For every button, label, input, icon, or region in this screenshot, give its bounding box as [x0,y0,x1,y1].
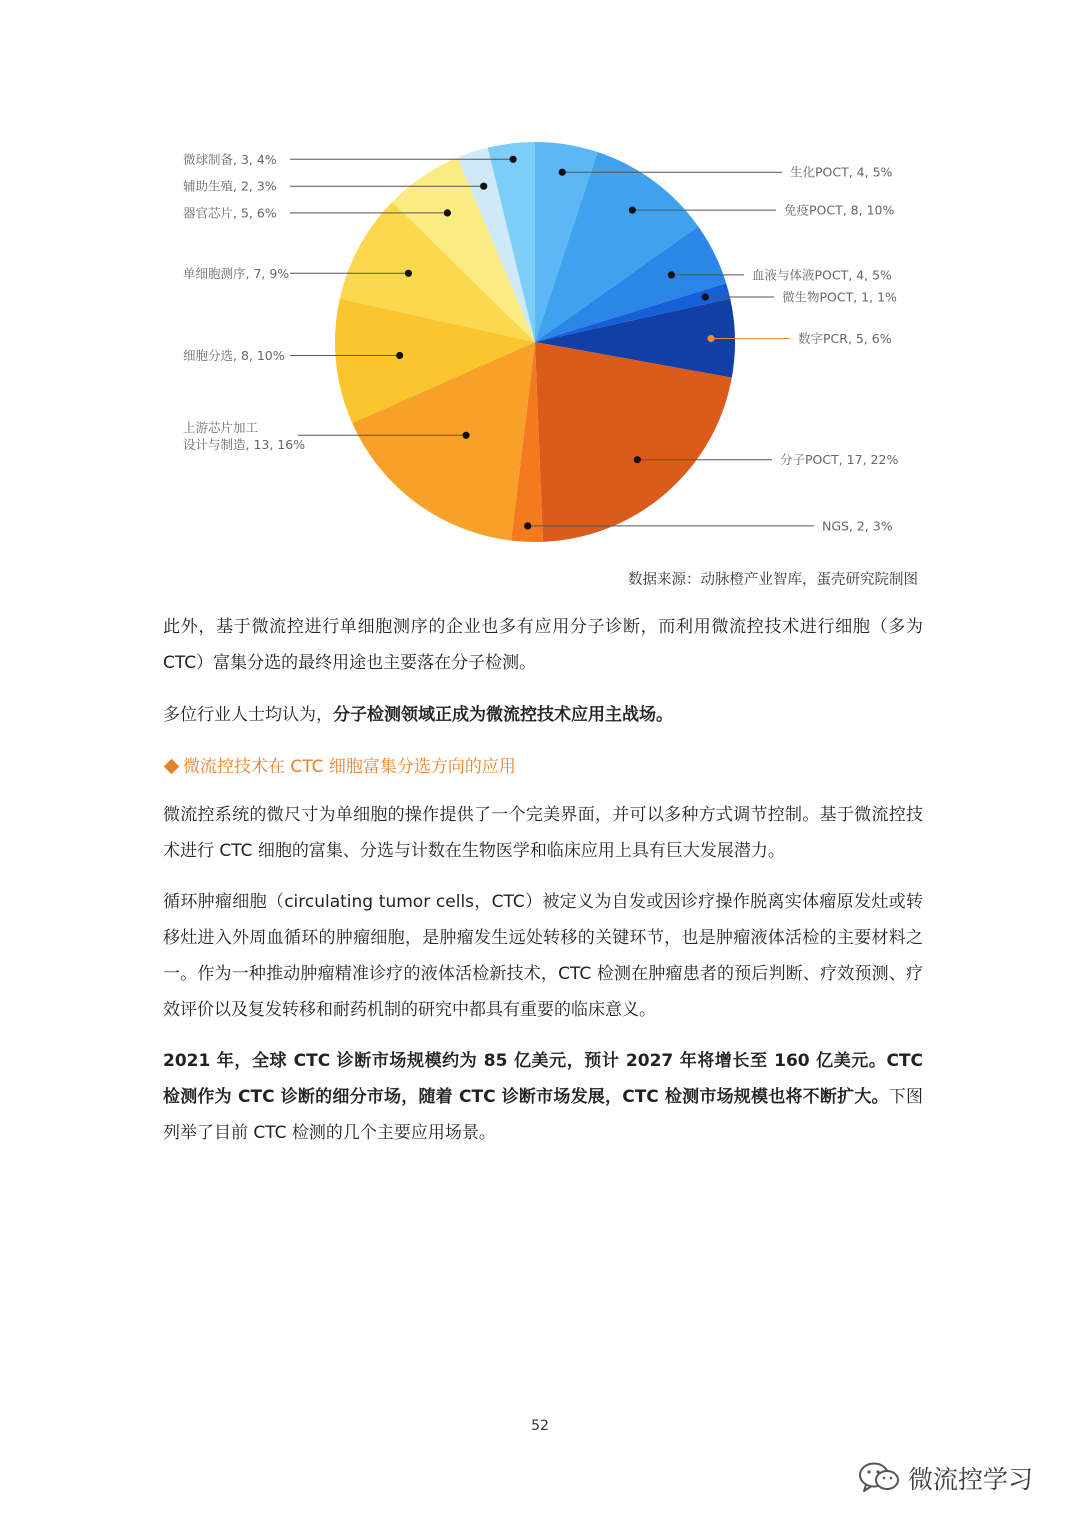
watermark [858,1458,1033,1498]
paragraph-4: 循环肿瘤细胞（circulating tumor cells，CTC）被定义为自发或因诊疗操作脱离实体瘤原发灶或转移灶进入外周血循环的肿瘤细胞，是肿瘤发生远处转移的关键环节，也是肿瘤液体活检的主要材料之一。作为一种推动肿瘤精准诊疗的液体活检新技术，CTC 检测在肿瘤患者的预后判断、疗效预测、疗效评价以及复发转移和耐药机制的研究中都具有重要的临床意义。 [163,892,923,1020]
pie-label-分子poct: 分子POCT, 17, 22% [780,452,899,468]
leader-dot-细胞分选 [396,352,403,359]
page-number: 52 [531,1418,549,1434]
pie-label-辅助生殖: 辅助生殖, 2, 3% [183,178,277,194]
leader-dot-血液与体液poct [668,271,675,278]
leader-dot-免疫poct [629,207,636,214]
pie-label-细胞分选: 细胞分选, 8, 10% [183,348,285,363]
pie-label-单细胞测序: 单细胞测序, 7, 9% [183,265,290,281]
paragraph-5-text: 下图列举了目前 CTC 检测的几个主要应用场景。 [163,1087,923,1143]
paragraph-2-text: 多位行业人士均认为， [163,705,333,725]
pie-label-微球制备: 微球制备, 3, 4% [183,151,277,167]
leader-dot-单细胞测序 [405,270,412,277]
paragraph-2-bold: 分子检测领域正成为微流控技术应用主战场。 [333,705,673,725]
leader-dot-辅助生殖 [480,183,487,190]
leader-dot-数字pcr [707,335,714,342]
paragraph-3: 微流控系统的微尺寸为单细胞的操作提供了一个完美界面，并可以多种方式调节控制。基于微流控技术进行 CTC 细胞的富集、分选与计数在生物医学和临床应用上具有巨大发展潜力。 [163,805,923,861]
leader-dot-微球制备 [509,156,516,163]
paragraph-5 [163,1043,923,1151]
leader-dot-上游芯片加工-设计与制造 [463,432,470,439]
pie-chart [0,0,1080,560]
data-source-note: 数据来源：动脉橙产业智库，蛋壳研究院制图 [628,572,918,588]
leader-dot-ngs [524,522,531,529]
paragraph-5-bold: 2021 年，全球 CTC 诊断市场规模约为 85 亿美元，预计 2027 年将增长至 160 亿美元。CTC 检测作为 CTC 诊断的细分市场，随着 CTC 诊断市场发展，CTC 检测市场规模也将不断扩大。 [163,1051,923,1107]
pie-label-微生物poct: 微生物POCT, 1, 1% [782,289,897,305]
pie-label-血液与体液poct: 血液与体液POCT, 4, 5% [752,267,892,283]
pie-label-上游芯片加工-设计与制造: 上游芯片加工设计与制造, 13, 16% [183,419,306,452]
wechat-icon [858,1461,902,1495]
leader-dot-分子poct [634,456,641,463]
pie-label-器官芯片: 器官芯片, 5, 6% [183,205,277,221]
pie-label-数字pcr: 数字PCR, 5, 6% [798,331,892,346]
pie-label-生化poct: 生化POCT, 4, 5% [790,164,893,180]
paragraph-1: 此外，基于微流控进行单细胞测序的企业也多有应用分子诊断，而利用微流控技术进行细胞（多为 CTC）富集分选的最终用途也主要落在分子检测。 [163,617,923,673]
leader-dot-器官芯片 [444,209,451,216]
section-heading [163,749,923,785]
section-heading-text: 微流控技术在 CTC 细胞富集分选方向的应用 [183,757,516,777]
watermark-text: 微流控学习 [908,1465,1034,1494]
leader-dot-生化poct [559,169,566,176]
leader-dot-微生物poct [702,293,709,300]
paragraph-2 [163,697,923,733]
pie-label-免疫poct: 免疫POCT, 8, 10% [784,202,895,218]
diamond-icon [164,758,180,774]
pie-label-ngs: NGS, 2, 3% [822,518,893,534]
